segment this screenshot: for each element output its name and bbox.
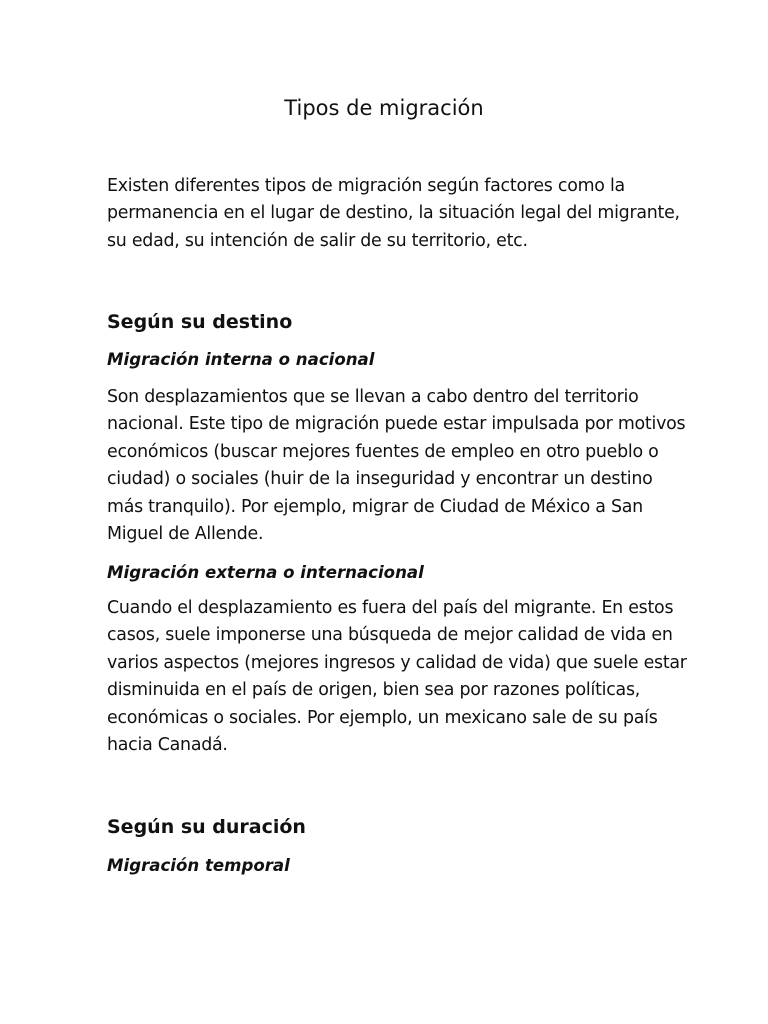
intro-paragraph: Existen diferentes tipos de migración según factores como la permanencia en el lugar de destino, la situación legal del migrante, su edad, su intención de salir de su territorio, etc. [107,176,680,251]
subsection-heading-interna: Migración interna o nacional [107,350,375,369]
section-heading-duracion: Según su duración [107,816,306,838]
section-heading-destino: Según su destino [107,311,293,333]
page-title: Tipos de migración [284,96,484,120]
paragraph-externa: Cuando el desplazamiento es fuera del país del migrante. En estos casos, suele imponerse una búsqueda de mejor calidad de vida en varios aspectos (mejores ingresos y calidad de vida) que suele estar disminuida en el país de origen, bien sea por razones políticas, económicas o sociales. Por ejemplo, un mexicano sale de su país hacia Canadá. [107,598,687,756]
subsection-heading-temporal: Migración temporal [107,856,290,875]
paragraph-interna: Son desplazamientos que se llevan a cabo dentro del territorio nacional. Este tipo de migración puede estar impulsada por motivos económicos (buscar mejores fuentes de empleo en otro pueblo o ciudad) o sociales (huir de la inseguridad y encontrar un destino más tranquilo). Por ejemplo, migrar de Ciudad de México a San Miguel de Allende. [107,387,686,545]
subsection-heading-externa: Migración externa o internacional [107,563,424,582]
